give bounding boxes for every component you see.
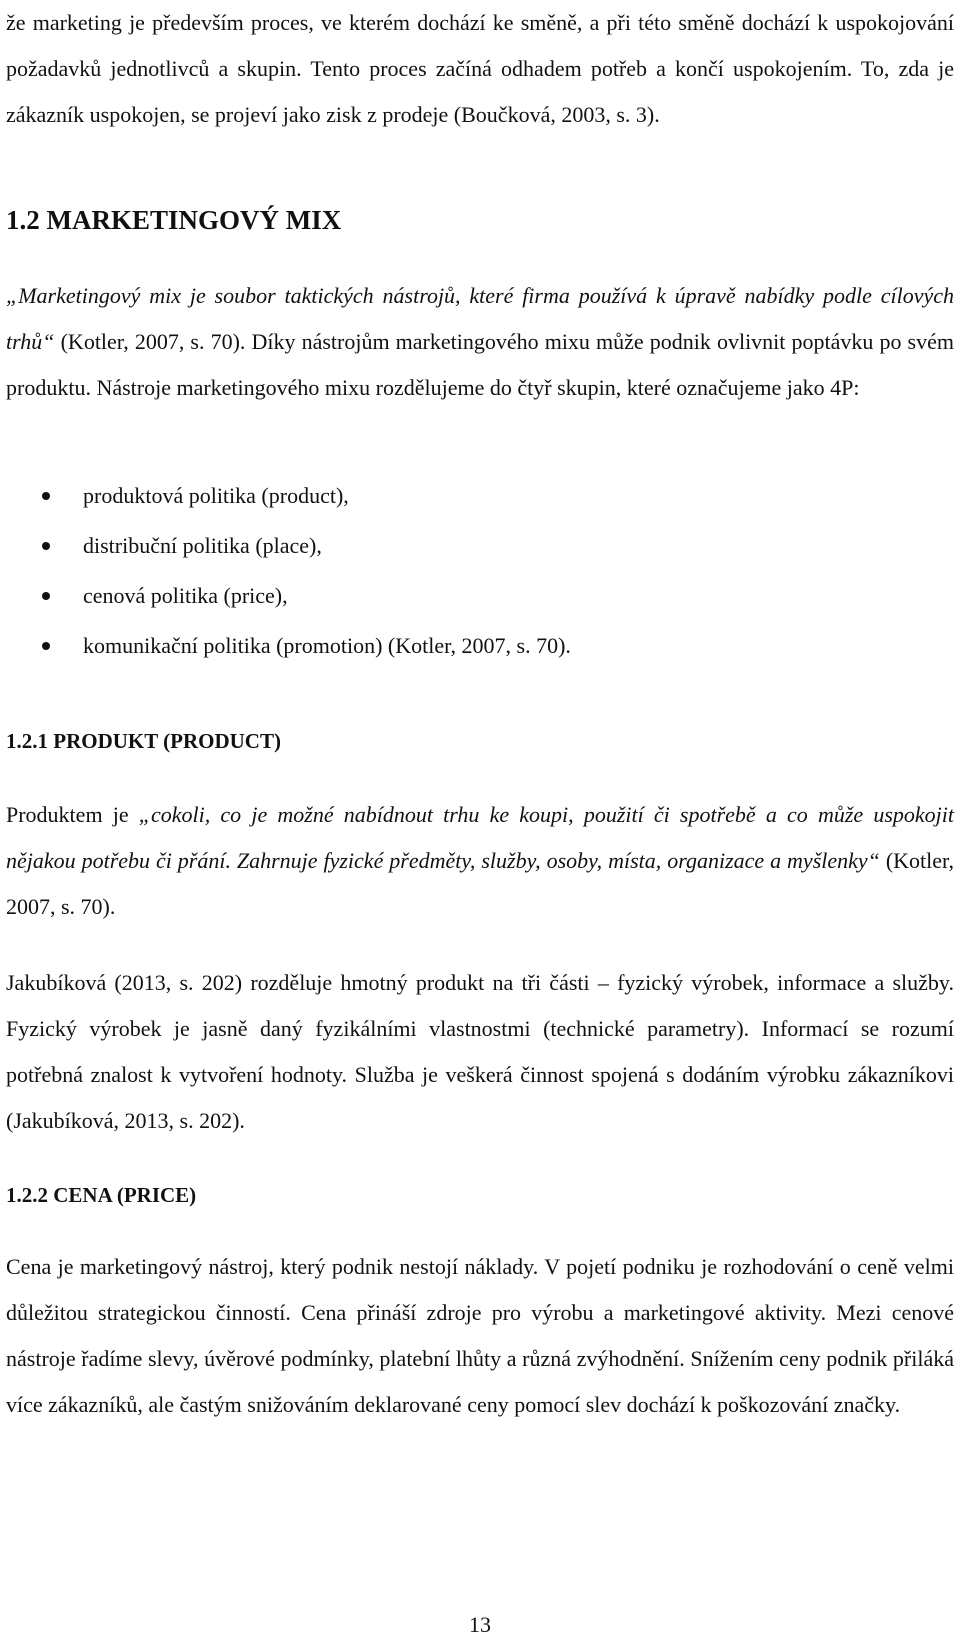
list-item-text: produktová politika (product), [83,483,349,508]
bullet-icon [42,642,50,650]
document-page [6,0,954,1640]
product-definition-lead: Produktem je [6,802,139,827]
price-paragraph: Cena je marketingový nástroj, který podnik nestojí náklady. V pojetí podniku je rozhodování o ceně velmi důležitou strategickou činností. Cena přináší zdroje pro výrobu a marketingové aktivity. Mezi cenové nástroje řadíme slevy, úvěrové podmínky, platební lhůty a různá zvýhodnění. Snížením ceny podnik přiláká více zákazníků, ale častým snižováním deklarované ceny pomocí slev dochází k poškozování značky. [6,1254,954,1417]
bullet-icon [42,592,50,600]
list-item-text: distribuční politika (place), [83,533,322,558]
list-item [6,471,954,521]
marketing-mix-quote: „Marketingový mix je soubor taktických nástrojů, které firma používá k úpravě nabídky podle cílových trhů“ [6,283,954,354]
section-heading-marketing-mix: 1.2 MARKETINGOVÝ MIX [6,205,342,235]
product-parts-paragraph: Jakubíková (2013, s. 202) rozděluje hmotný produkt na tři části – fyzický výrobek, informace a služby. Fyzický výrobek je jasně daný fyzikálními vlastnostmi (technické parametry). Informací se rozumí potřebná znalost k vytvoření hodnoty. Služba je veškerá činnost spojená s dodáním výrobku zákazníkovi (Jakubíková, 2013, s. 202). [6,970,954,1133]
list-item-text: komunikační politika (promotion) (Kotler, 2007, s. 70). [83,633,571,658]
list-item [6,571,954,621]
list-item [6,521,954,571]
section-heading-price: 1.2.2 CENA (PRICE) [6,1183,197,1207]
product-definition-citation: (Kotler, 2007, s. 70). [6,848,954,919]
list-item-text: cenová politika (price), [83,583,288,608]
bullet-icon [42,492,50,500]
four-p-list [6,471,954,671]
bullet-icon [42,542,50,550]
section-heading-product: 1.2.1 PRODUKT (PRODUCT) [6,729,281,753]
product-definition-quote: „cokoli, co je možné nabídnout trhu ke koupi, použití či spotřebě a co může uspokojit nějakou potřebu či přání. Zahrnuje fyzické předměty, služby, osoby, místa, organizace a myšlenky“ [6,802,954,873]
page-number: 13 [469,1612,491,1637]
marketing-mix-paragraph [6,273,954,411]
list-item [6,621,954,671]
marketing-mix-paragraph-rest: (Kotler, 2007, s. 70). Díky nástrojům marketingového mixu může podnik ovlivnit poptávku po svém produktu. Nástroje marketingového mixu rozdělujeme do čtyř skupin, které označujeme jako 4P: [6,329,954,400]
product-definition-paragraph [6,792,954,930]
intro-paragraph: že marketing je především proces, ve kterém dochází ke směně, a při této směně dochází k uspokojování požadavků jednotlivců a skupin. Tento proces začíná odhadem potřeb a končí uspokojením. To, zda je zákazník uspokojen, se projeví jako zisk z prodeje (Boučková, 2003, s. 3). [6,10,954,127]
